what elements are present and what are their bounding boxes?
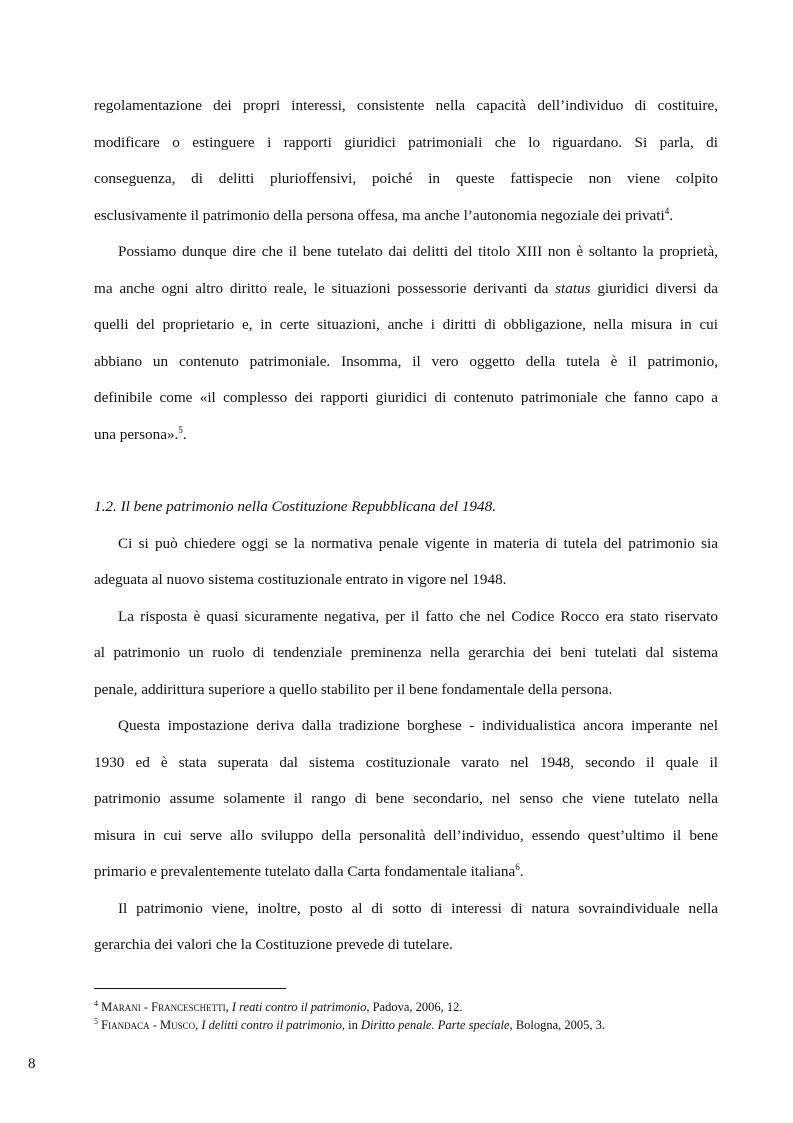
text-line — [94, 854, 718, 891]
text-span: primario e prevalentemente tutelato dalla Carta fondamentale italiana — [94, 863, 516, 880]
italic-term: status — [555, 279, 591, 297]
footnote-details: , Padova, 2006, 12. — [366, 1000, 463, 1014]
footnote-connector: in — [345, 1018, 361, 1032]
footnote-authors: Marani - Franceschetti — [101, 1000, 226, 1014]
paragraph-3 — [94, 526, 718, 599]
text-line: patrimonio assume solamente il rango di bene secondario, nel senso che viene tutelato nella — [94, 790, 718, 807]
text-line: gerarchia dei valori che la Costituzione prevede di tutelare. — [94, 936, 453, 953]
text-line: misura in cui serve allo sviluppo della personalità dell’individuo, essendo quest’ultimo il bene — [94, 826, 718, 844]
text-line: Ci si può chiedere oggi se la normativa penale vigente in materia di tutela del patrimonio sia — [118, 534, 718, 552]
text-line: 1930 ed è stata superata dal sistema costituzionale varato nel 1948, secondo il quale il — [94, 753, 718, 771]
paragraph-4 — [94, 599, 718, 709]
text-line — [94, 198, 718, 235]
text-span: una persona». — [94, 425, 179, 443]
text-line: al patrimonio un ruolo di tendenziale preminenza nella gerarchia dei beni tutelati dal sistema — [94, 644, 718, 661]
paragraph-5 — [94, 708, 718, 891]
text-line: adeguata al nuovo sistema costituzionale entrato in vigore nel 1948. — [94, 571, 507, 588]
footnote-separator: , — [225, 1000, 232, 1014]
text-line: abbiano un contenuto patrimoniale. Insomma, il vero oggetto della tutela è il patrimonio, — [94, 352, 718, 370]
text-line: conseguenza, di delitti plurioffensivi, poiché in queste fattispecie non viene colpito — [94, 170, 718, 187]
paragraph-1 — [94, 88, 718, 234]
footnote-details: Bologna, 2005, 3. — [512, 1018, 606, 1032]
text-line: regolamentazione dei propri interessi, consistente nella capacità dell’individuo di costituire, — [94, 97, 718, 114]
text-span: giuridici diversi da — [590, 279, 718, 297]
footnote-work: Diritto penale. Parte speciale, — [360, 1018, 513, 1032]
text-span: . — [182, 425, 187, 443]
text-span: . — [669, 206, 674, 224]
footnote-divider — [94, 988, 286, 989]
paragraph-6 — [94, 891, 718, 964]
footnote-authors: Fiandaca - Musco — [101, 1018, 196, 1032]
footnote-number: 5 — [94, 1017, 98, 1026]
text-line: definibile come «il complesso dei rapporti giuridici di contenuto patrimoniale che fanno capo a — [94, 389, 718, 406]
text-line: penale, addirittura superiore a quello stabilito per il bene fondamentale della persona. — [94, 680, 613, 698]
footnote-5 — [94, 1017, 605, 1033]
footnote-4 — [94, 999, 463, 1015]
paragraph-2 — [94, 234, 718, 453]
page-number: 8 — [28, 1056, 36, 1072]
text-line: modificare o estinguere i rapporti giuridici patrimoniali che lo riguardano. Si parla, di — [94, 133, 718, 151]
text-line: Possiamo dunque dire che il bene tutelato dai delitti del titolo XIII non è soltanto la proprietà, — [118, 243, 718, 260]
text-line — [94, 271, 718, 308]
text-span: esclusivamente il patrimonio della persona offesa, ma anche l’autonomia negoziale dei privati — [94, 206, 665, 224]
section-heading: 1.2. Il bene patrimonio nella Costituzione Repubblicana del 1948. — [94, 498, 497, 515]
footnote-number: 4 — [94, 999, 98, 1008]
footnote-ref[interactable]: 6 — [515, 862, 520, 872]
text-line: Il patrimonio viene, inoltre, posto al di sotto di interessi di natura sovraindividuale nella — [118, 899, 718, 917]
text-line: quelli del proprietario e, in certe situazioni, anche i diritti di obbligazione, nella misura in cui — [94, 316, 718, 333]
text-span: . — [519, 863, 524, 880]
footnote-title: I reati contro il patrimonio — [231, 1000, 367, 1014]
footnote-ref[interactable]: 5 — [178, 424, 183, 435]
footnote-separator: , — [195, 1018, 202, 1032]
text-span: ma anche ogni altro diritto reale, le situazioni possessorie derivanti da — [94, 279, 556, 297]
footnote-title: I delitti contro il patrimonio, — [201, 1018, 345, 1032]
text-line: La risposta è quasi sicuramente negativa, per il fatto che nel Codice Rocco era stato riservato — [118, 607, 718, 625]
page-body — [94, 88, 718, 964]
text-line — [94, 417, 718, 454]
footnote-ref[interactable]: 4 — [664, 205, 670, 216]
text-line: Questa impostazione deriva dalla tradizione borghese - individualistica ancora imperante nel — [118, 717, 718, 734]
